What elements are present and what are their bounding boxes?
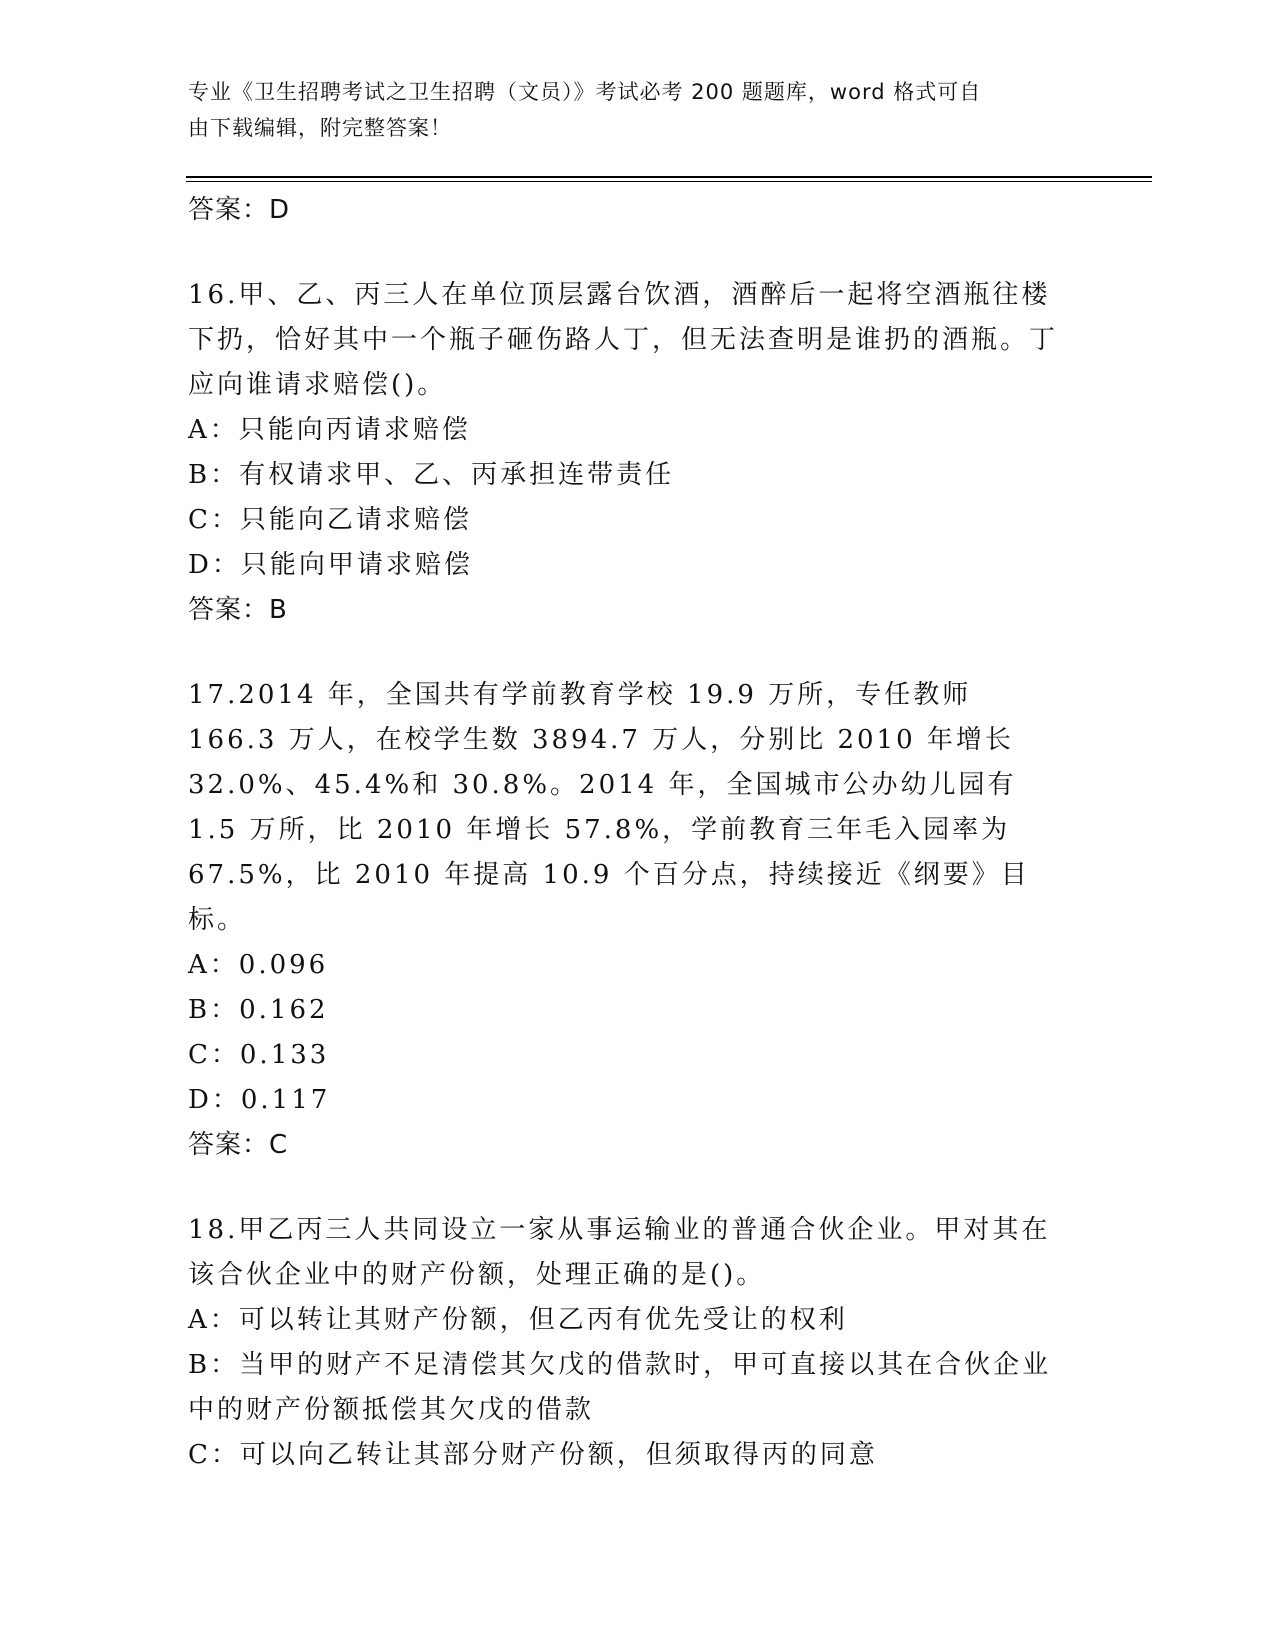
spacer bbox=[188, 632, 1088, 673]
answer-line: 答案：C bbox=[188, 1130, 289, 1160]
option-c: C：可以向乙转让其部分财产份额，但须取得丙的同意 bbox=[188, 1440, 878, 1470]
question-stem: 16.甲、乙、丙三人在单位顶层露台饮酒，酒醉后一起将空酒瓶往楼下扔，恰好其中一个瓶子砸伤路人丁，但无法查明是谁扔的酒瓶。丁应向谁请求赔偿()。 bbox=[188, 280, 1059, 400]
question-stem: 17.2014 年，全国共有学前教育学校 19.9 万所，专任教师 166.3 万人，在校学生数 3894.7 万人，分别比 2010 年增长 32.0%、45.4%和 30.8%。2014 年，全国城市公办幼儿园有 1.5 万所，比 2010 年增长 57.8%，学前教育三年毛入园率为 67.5%，比 2010 年提高 10.9 个百分点，持续接近《纲要》目标。 bbox=[188, 680, 1030, 935]
header-line-2: 由下载编辑，附完整答案！ bbox=[188, 116, 452, 140]
question-stem: 18.甲乙丙三人共同设立一家从事运输业的普通合伙企业。甲对其在该合伙企业中的财产份额，处理正确的是()。 bbox=[188, 1215, 1051, 1290]
option-b: B：0.162 bbox=[188, 995, 329, 1025]
option-a: A：只能向丙请求赔偿 bbox=[188, 415, 471, 445]
page-header bbox=[188, 74, 1058, 146]
header-rule-thin bbox=[186, 181, 1152, 182]
option-c: C：只能向乙请求赔偿 bbox=[188, 505, 472, 535]
answer-line: 答案：B bbox=[188, 595, 288, 625]
answer-line: 答案：D bbox=[188, 195, 291, 225]
option-c: C：0.133 bbox=[188, 1040, 330, 1070]
question-18 bbox=[188, 1208, 1088, 1478]
header-line-1: 专业《卫生招聘考试之卫生招聘（文员）》考试必考 200 题题库，word 格式可自 bbox=[188, 80, 982, 104]
option-a: A：0.096 bbox=[188, 950, 329, 980]
option-d: D：0.117 bbox=[188, 1085, 331, 1115]
question-16 bbox=[188, 273, 1088, 632]
question-17 bbox=[188, 673, 1088, 1167]
option-a: A：可以转让其财产份额，但乙丙有优先受让的权利 bbox=[188, 1305, 848, 1335]
header-rule-thick bbox=[186, 176, 1152, 178]
question-list bbox=[188, 188, 1088, 1478]
spacer bbox=[188, 1167, 1088, 1208]
option-b: B：当甲的财产不足清偿其欠戊的借款时，甲可直接以其在合伙企业中的财产份额抵偿其欠戊的借款 bbox=[188, 1350, 1052, 1425]
spacer bbox=[188, 232, 1088, 273]
option-b: B：有权请求甲、乙、丙承担连带责任 bbox=[188, 460, 675, 490]
option-d: D：只能向甲请求赔偿 bbox=[188, 550, 473, 580]
